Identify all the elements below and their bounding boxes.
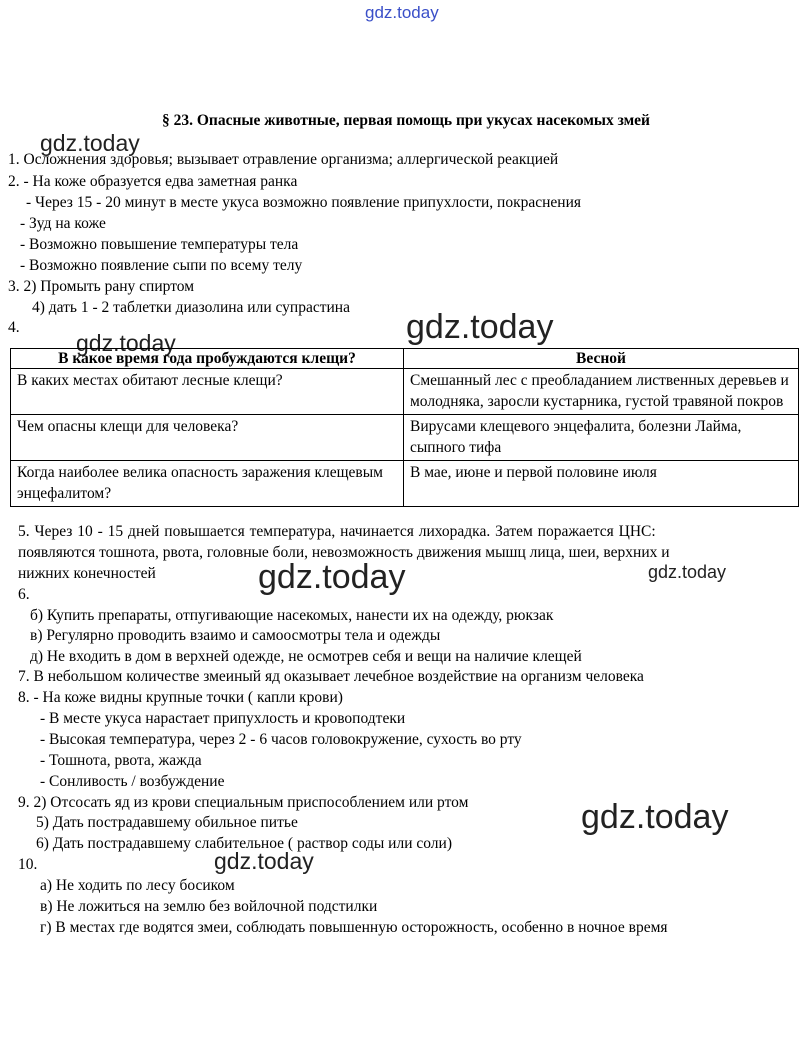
page-title: § 23. Опасные животные, первая помощь при укусах насекомых змей bbox=[161, 112, 650, 129]
table-cell: В каких местах обитают лесные клещи? bbox=[11, 369, 404, 415]
watermark: gdz.today bbox=[40, 130, 140, 156]
watermark: gdz.today bbox=[406, 308, 554, 346]
answer-line: 5) Дать пострадавшему обильное питье bbox=[36, 814, 298, 831]
answer-line: 1. Осложнения здоровья; вызывает отравление организма; аллергической реакцией bbox=[8, 151, 559, 168]
answer-line: в) Регулярно проводить взаимо и самоосмотры тела и одежды bbox=[30, 627, 441, 644]
table-header-cell: Весной bbox=[404, 349, 799, 369]
answer-line: 6. bbox=[18, 586, 30, 603]
table-cell: В мае, июне и первой половине июля bbox=[404, 461, 799, 507]
answer-line: а) Не ходить по лесу босиком bbox=[40, 877, 235, 894]
table-cell: Смешанный лес с преобладанием лиственных деревьев и молодняка, заросли кустарника, густой травяной покров bbox=[404, 369, 799, 415]
answer-line: появляются тошнота, рвота, головные боли, невозможность движения мышц лица, шеи, верхних и bbox=[18, 544, 670, 561]
answer-line: 2. - На коже образуется едва заметная ранка bbox=[8, 173, 298, 190]
table-header-row bbox=[11, 349, 799, 369]
answer-line: - Тошнота, рвота, жажда bbox=[40, 752, 202, 769]
answer-line: 4) дать 1 - 2 таблетки диазолина или супрастина bbox=[32, 299, 350, 316]
answer-line: д) Не входить в дом в верхней одежде, не осмотрев себя и вещи на наличие клещей bbox=[30, 648, 582, 665]
answer-line: - Возможно появление сыпи по всему телу bbox=[20, 257, 303, 274]
answer-line: - Через 15 - 20 минут в месте укуса возможно появление припухлости, покраснения bbox=[26, 194, 582, 211]
table-row bbox=[11, 461, 799, 507]
watermark: gdz.today bbox=[76, 330, 176, 356]
ticks-table bbox=[10, 348, 799, 507]
answer-line: - В месте укуса нарастает припухлость и кровоподтеки bbox=[40, 710, 406, 727]
table-header-cell: В какое время года пробуждаются клещи? bbox=[11, 349, 404, 369]
watermark: gdz.today bbox=[648, 562, 727, 582]
answer-line: - Сонливость / возбуждение bbox=[40, 773, 225, 790]
table-row bbox=[11, 369, 799, 415]
answer-line: - Возможно повышение температуры тела bbox=[20, 236, 299, 253]
answer-line: 7. В небольшом количестве змеиный яд оказывает лечебное воздействие на организм человека bbox=[18, 668, 644, 685]
table-row bbox=[11, 415, 799, 461]
watermark: gdz.today bbox=[214, 848, 314, 874]
answer-line: - Высокая температура, через 2 - 6 часов головокружение, сухость во рту bbox=[40, 731, 522, 748]
answer-line: г) В местах где водятся змеи, соблюдать повышенную осторожность, особенно в ночное время bbox=[40, 919, 668, 936]
table-cell: Вирусами клещевого энцефалита, болезни Лайма, сыпного тифа bbox=[404, 415, 799, 461]
answer-line: в) Не ложиться на землю без войлочной подстилки bbox=[40, 898, 378, 915]
watermark: gdz.today bbox=[581, 798, 729, 836]
answer-line: 3. 2) Промыть рану спиртом bbox=[8, 278, 195, 295]
answer-line: 10. bbox=[18, 856, 38, 873]
answer-line: 8. - На коже видны крупные точки ( капли крови) bbox=[18, 689, 343, 706]
table-cell: Когда наиболее велика опасность заражения клещевым энцефалитом? bbox=[11, 461, 404, 507]
answer-line: - Зуд на коже bbox=[20, 215, 106, 232]
answer-line: 5. Через 10 - 15 дней повышается температура, начинается лихорадка. Затем поражается ЦНС: bbox=[18, 523, 656, 540]
answer-line: 4. bbox=[8, 319, 20, 336]
table-cell: Чем опасны клещи для человека? bbox=[11, 415, 404, 461]
watermark: gdz.today bbox=[258, 558, 406, 596]
answer-line: 9. 2) Отсосать яд из крови специальным приспособлением или ртом bbox=[18, 794, 469, 811]
answer-line: нижних конечностей bbox=[18, 565, 156, 582]
answer-line: 6) Дать пострадавшему слабительное ( раствор соды или соли) bbox=[36, 835, 452, 852]
watermark-top: gdz.today bbox=[365, 3, 439, 22]
answer-line: б) Купить препараты, отпугивающие насекомых, нанести их на одежду, рюкзак bbox=[30, 607, 554, 624]
